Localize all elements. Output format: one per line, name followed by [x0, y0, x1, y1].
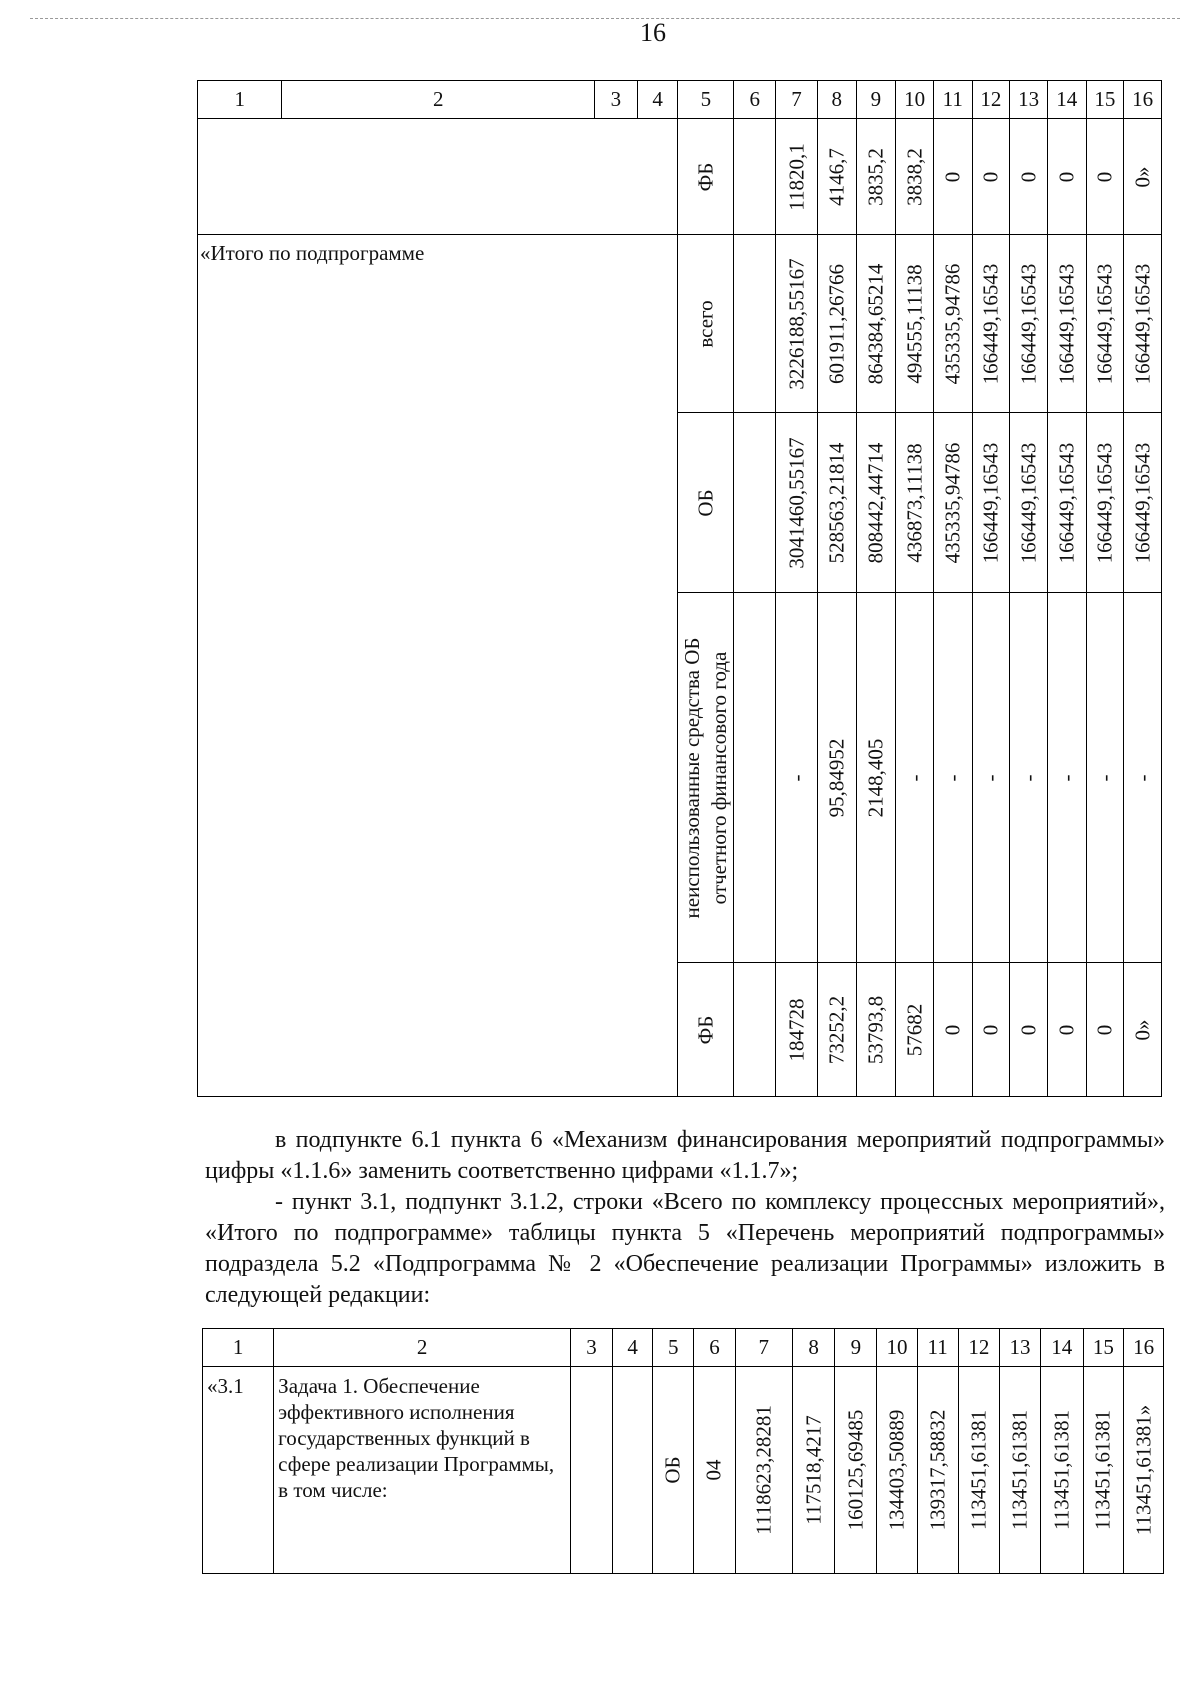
value-cell: - [1010, 593, 1048, 963]
value-cell: 0 [972, 963, 1010, 1097]
value-cell: 184728 [776, 963, 818, 1097]
source-cell: ОБ [678, 413, 734, 593]
value-cell: 166449,16543 [1086, 413, 1124, 593]
financing-table [197, 80, 1162, 1097]
header-cell: 7 [776, 81, 818, 119]
header-cell: 4 [637, 81, 678, 119]
header-cell: 4 [612, 1329, 653, 1367]
header-cell: 8 [817, 81, 856, 119]
value-cell: 435335,94786 [933, 413, 972, 593]
empty-cell [734, 963, 776, 1097]
header-cell: 7 [735, 1329, 792, 1367]
table-header-row [198, 81, 1162, 119]
value-cell: - [776, 593, 818, 963]
empty-cell [734, 593, 776, 963]
value-cell: 1118623,28281 [735, 1367, 792, 1574]
header-cell: 14 [1047, 81, 1086, 119]
value-cell: 134403,50889 [877, 1367, 918, 1574]
value-cell: 160125,69485 [835, 1367, 877, 1574]
value-cell: 166449,16543 [1047, 235, 1086, 413]
value-cell: 0 [972, 119, 1010, 235]
paragraph-2: - пункт 3.1, подпункт 3.1.2, строки «Всего по комплексу процессных мероприятий», «Итого по подпрограмме» таблицы пункта 5 «Перечень мероприятий подпрограммы» подраздела 5.2 «Подпрограмма № 2 «Обеспечение реализации Программы» изложить в следующей редакции: [205, 1189, 1165, 1308]
value-cell: 0 [1010, 963, 1048, 1097]
empty-cell [571, 1367, 613, 1574]
value-cell: 808442,44714 [856, 413, 896, 593]
top-border [30, 18, 1180, 19]
value-cell: 0 [933, 963, 972, 1097]
value-cell: 0 [933, 119, 972, 235]
value-cell: 113451,61381 [1083, 1367, 1124, 1574]
source-cell: ФБ [678, 963, 734, 1097]
header-cell: 13 [1010, 81, 1048, 119]
header-cell: 12 [972, 81, 1010, 119]
value-cell: 166449,16543 [1124, 235, 1162, 413]
value-cell: 57682 [896, 963, 934, 1097]
value-cell: 113451,61381» [1124, 1367, 1164, 1574]
value-cell: 0 [1086, 119, 1124, 235]
value-cell: 0» [1124, 963, 1162, 1097]
value-cell: 435335,94786 [933, 235, 972, 413]
value-cell: 95,84952 [817, 593, 856, 963]
value-cell: 113451,61381 [958, 1367, 1000, 1574]
header-cell: 5 [653, 1329, 694, 1367]
value-cell: 166449,16543 [1010, 235, 1048, 413]
value-cell: 139317,58832 [917, 1367, 958, 1574]
header-cell: 15 [1083, 1329, 1124, 1367]
header-cell: 13 [1000, 1329, 1041, 1367]
code-cell: 04 [694, 1367, 736, 1574]
value-cell: - [1086, 593, 1124, 963]
value-cell: 3835,2 [856, 119, 896, 235]
value-cell: 113451,61381 [1040, 1367, 1083, 1574]
header-cell: 5 [678, 81, 734, 119]
value-cell: 73252,2 [817, 963, 856, 1097]
header-cell: 12 [958, 1329, 1000, 1367]
value-cell: 3041460,55167 [776, 413, 818, 593]
source-cell: всего [678, 235, 734, 413]
header-cell: 9 [856, 81, 896, 119]
header-cell: 10 [896, 81, 934, 119]
value-cell: 113451,61381 [1000, 1367, 1041, 1574]
value-cell: - [896, 593, 934, 963]
value-cell: 528563,21814 [817, 413, 856, 593]
value-cell: 864384,65214 [856, 235, 896, 413]
value-cell: 166449,16543 [972, 413, 1010, 593]
total-label: «Итого по подпрограмме [198, 235, 678, 1097]
value-cell: 0 [1086, 963, 1124, 1097]
empty-cell [198, 119, 678, 235]
value-cell: 53793,8 [856, 963, 896, 1097]
header-cell: 1 [198, 81, 282, 119]
value-cell: 166449,16543 [972, 235, 1010, 413]
header-cell: 15 [1086, 81, 1124, 119]
value-cell: - [1047, 593, 1086, 963]
value-cell: 3838,2 [896, 119, 934, 235]
empty-cell [612, 1367, 653, 1574]
value-cell: 3226188,55167 [776, 235, 818, 413]
value-cell: - [972, 593, 1010, 963]
source-cell: ФБ [678, 119, 734, 235]
task-name: Задача 1. Обеспечение эффективного исполнения государственных функций в сфере реализации Программы, в том числе: [274, 1367, 571, 1574]
value-cell: 166449,16543 [1124, 413, 1162, 593]
value-cell: - [1124, 593, 1162, 963]
header-cell: 2 [282, 81, 595, 119]
table-header-row [203, 1329, 1164, 1367]
value-cell: 4146,7 [817, 119, 856, 235]
amendment-text [205, 1125, 1165, 1311]
header-cell: 6 [734, 81, 776, 119]
empty-cell [734, 235, 776, 413]
value-cell: 0» [1124, 119, 1162, 235]
header-cell: 6 [694, 1329, 736, 1367]
header-cell: 3 [594, 81, 637, 119]
value-cell: 0 [1010, 119, 1048, 235]
table-row [198, 235, 1162, 413]
page-number: 16 [640, 18, 666, 47]
value-cell: 11820,1 [776, 119, 818, 235]
value-cell: 2148,405 [856, 593, 896, 963]
source-cell: ОБ [653, 1367, 694, 1574]
table-row [203, 1367, 1164, 1574]
header-cell: 9 [835, 1329, 877, 1367]
header-cell: 3 [571, 1329, 613, 1367]
table-row [198, 119, 1162, 235]
value-cell: 436873,11138 [896, 413, 934, 593]
row-number: «3.1 [203, 1367, 274, 1574]
value-cell: 0 [1047, 119, 1086, 235]
value-cell: 0 [1047, 963, 1086, 1097]
header-cell: 16 [1124, 81, 1162, 119]
source-cell: неиспользованные средства ОБ отчетного финансового года [678, 593, 734, 963]
value-cell: 166449,16543 [1086, 235, 1124, 413]
value-cell: 166449,16543 [1010, 413, 1048, 593]
header-cell: 11 [933, 81, 972, 119]
header-cell: 10 [877, 1329, 918, 1367]
header-cell: 8 [792, 1329, 835, 1367]
task-table [202, 1328, 1164, 1574]
header-cell: 14 [1040, 1329, 1083, 1367]
value-cell: 601911,26766 [817, 235, 856, 413]
empty-cell [734, 119, 776, 235]
value-cell: 494555,11138 [896, 235, 934, 413]
header-cell: 2 [274, 1329, 571, 1367]
paragraph-1: в подпункте 6.1 пункта 6 «Механизм финансирования мероприятий подпрограммы» цифры «1.1.6» заменить соответственно цифрами «1.1.7»; [205, 1127, 1165, 1184]
empty-cell [734, 413, 776, 593]
header-cell: 1 [203, 1329, 274, 1367]
value-cell: 117518,4217 [792, 1367, 835, 1574]
value-cell: 166449,16543 [1047, 413, 1086, 593]
header-cell: 16 [1124, 1329, 1164, 1367]
value-cell: - [933, 593, 972, 963]
header-cell: 11 [917, 1329, 958, 1367]
